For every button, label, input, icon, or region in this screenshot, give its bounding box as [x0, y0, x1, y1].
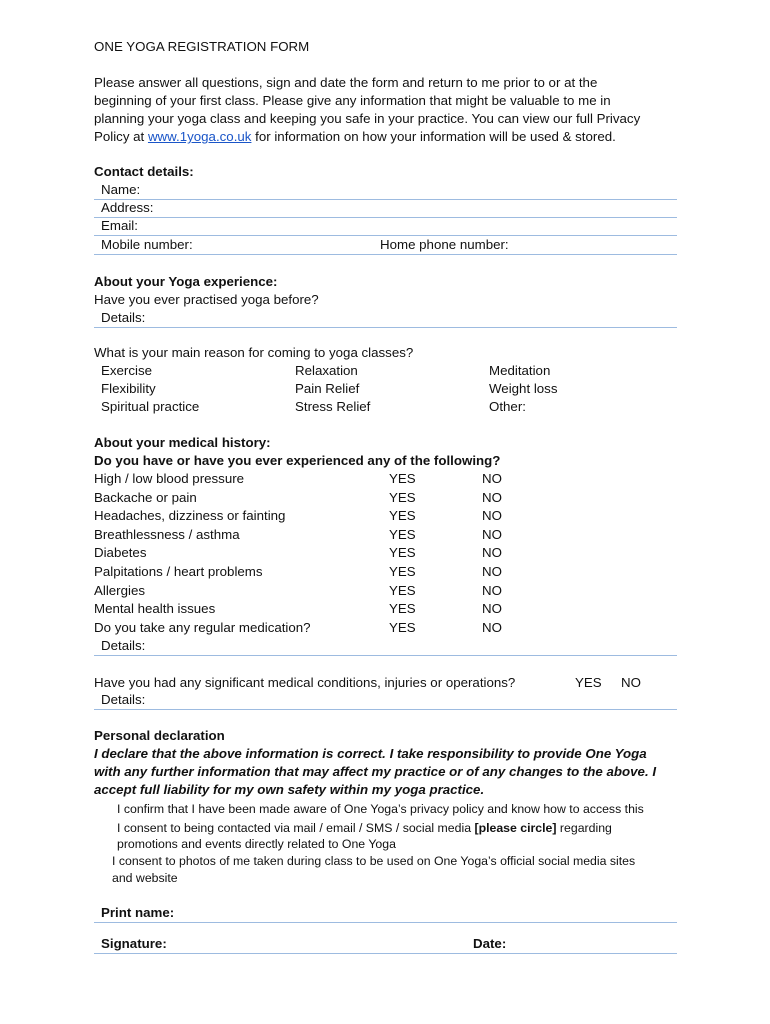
address-label: Address: — [101, 200, 154, 215]
phone-field-line[interactable] — [94, 254, 677, 255]
name-label: Name: — [101, 182, 141, 197]
experience-heading: About your Yoga experience: — [94, 274, 278, 289]
medical-item-yes[interactable]: YES — [389, 545, 416, 561]
medical-subheading: Do you have or have you ever experienced any of the following? — [94, 453, 501, 468]
medical-item-label: Headaches, dizziness or fainting — [94, 508, 286, 524]
photo-consent[interactable]: I consent to photos of me taken during class to be used on One Yoga’s official social media sites — [112, 854, 636, 868]
reasons-question: What is your main reason for coming to yoga classes? — [94, 345, 414, 360]
reason-option[interactable]: Relaxation — [295, 363, 358, 378]
medical-item-yes[interactable]: YES — [389, 508, 416, 524]
medical-item-no[interactable]: NO — [482, 545, 502, 561]
photo-consent-cont: and website — [112, 871, 178, 885]
privacy-confirm[interactable]: I confirm that I have been made aware of One Yoga’s privacy policy and know how to access this — [117, 802, 644, 816]
experience-details-line[interactable] — [94, 327, 677, 328]
declaration-statement: with any further information that may affect my practice or of any changes to the above. I — [94, 764, 657, 779]
medical-item-no[interactable]: NO — [482, 471, 502, 486]
signature-line[interactable] — [94, 953, 677, 954]
contact-heading: Contact details: — [94, 164, 194, 179]
experience-question: Have you ever practised yoga before? — [94, 292, 319, 307]
medical-item-yes[interactable]: YES — [389, 489, 416, 505]
reason-option[interactable]: Pain Relief — [295, 381, 360, 396]
intro-line: beginning of your first class. Please give any information that might be valuable to me in — [94, 93, 611, 108]
medical-item-label: Breathlessness / asthma — [94, 526, 240, 542]
medical-details-label: Details: — [101, 638, 146, 653]
medical-details-line[interactable] — [94, 655, 677, 656]
print-name-label: Print name: — [101, 905, 175, 920]
medical-item-yes[interactable]: YES — [389, 601, 416, 617]
medical-item-yes[interactable]: YES — [389, 619, 416, 635]
medical-item-no[interactable]: NO — [482, 564, 502, 579]
consent-text: regarding — [556, 821, 612, 835]
significant-details-line[interactable] — [94, 709, 677, 710]
significant-yes[interactable]: YES — [575, 675, 602, 690]
intro-text: for information on how your information will be used & stored. — [251, 129, 616, 144]
medical-item-label: Palpitations / heart problems — [94, 564, 263, 579]
medical-item-no[interactable]: NO — [482, 489, 502, 505]
medical-item-label: High / low blood pressure — [94, 471, 245, 486]
signature-label: Signature: — [101, 936, 167, 951]
intro-line: Please answer all questions, sign and date the form and return to me prior to or at the — [94, 75, 598, 90]
reason-option[interactable]: Spiritual practice — [101, 399, 200, 414]
medical-heading: About your medical history: — [94, 435, 271, 450]
reason-option[interactable]: Weight loss — [489, 381, 558, 396]
reason-option[interactable]: Other: — [489, 399, 526, 414]
medical-item-yes[interactable]: YES — [389, 526, 416, 542]
medical-item-yes[interactable]: YES — [389, 564, 416, 579]
email-label: Email: — [101, 218, 138, 233]
reason-option[interactable]: Stress Relief — [295, 399, 371, 414]
name-field-line[interactable] — [94, 199, 677, 200]
significant-question: Have you had any significant medical conditions, injuries or operations? — [94, 675, 516, 690]
intro-text: Policy at — [94, 129, 148, 144]
intro-line — [94, 128, 616, 146]
medical-item-no[interactable]: NO — [482, 526, 502, 542]
medical-item-no[interactable]: NO — [482, 619, 502, 635]
intro-line: planning your yoga class and keeping you safe in your practice. You can view our full Privacy — [94, 111, 641, 126]
experience-details-label: Details: — [101, 310, 146, 325]
medical-item-label: Mental health issues — [94, 601, 216, 617]
print-name-line[interactable] — [94, 922, 677, 923]
significant-no[interactable]: NO — [621, 675, 641, 690]
medical-item-label: Allergies — [94, 582, 145, 598]
medical-item-label: Backache or pain — [94, 489, 197, 505]
medical-item-label: Diabetes — [94, 545, 147, 561]
medical-item-no[interactable]: NO — [482, 601, 502, 617]
declaration-statement: accept full liability for my own safety within my yoga practice. — [94, 782, 485, 797]
medical-item-label: Do you take any regular medication? — [94, 619, 311, 635]
website-link[interactable]: www.1yoga.co.uk — [147, 129, 252, 144]
form-title: ONE YOGA REGISTRATION FORM — [94, 39, 310, 54]
reason-option[interactable]: Flexibility — [101, 381, 156, 396]
home-phone-label: Home phone number: — [380, 237, 509, 252]
address-field-line[interactable] — [94, 217, 677, 218]
medical-item-no[interactable]: NO — [482, 508, 502, 524]
consent-text: I consent to being contacted via mail / email / SMS / social media — [117, 821, 475, 835]
declaration-heading: Personal declaration — [94, 728, 225, 743]
medical-item-yes[interactable]: YES — [389, 582, 416, 598]
date-label: Date: — [473, 936, 507, 951]
significant-details-label: Details: — [101, 692, 146, 707]
medical-item-no[interactable]: NO — [482, 582, 502, 598]
medical-item-yes[interactable]: YES — [389, 471, 416, 486]
mobile-label: Mobile number: — [101, 237, 193, 252]
reason-option[interactable]: Meditation — [489, 363, 551, 378]
contact-consent-cont: promotions and events directly related to One Yoga — [117, 837, 396, 851]
reason-option[interactable]: Exercise — [101, 363, 152, 378]
consent-instruction: [please circle] — [474, 821, 557, 835]
declaration-statement: I declare that the above information is correct. I take responsibility to provide One Yoga — [94, 746, 647, 761]
